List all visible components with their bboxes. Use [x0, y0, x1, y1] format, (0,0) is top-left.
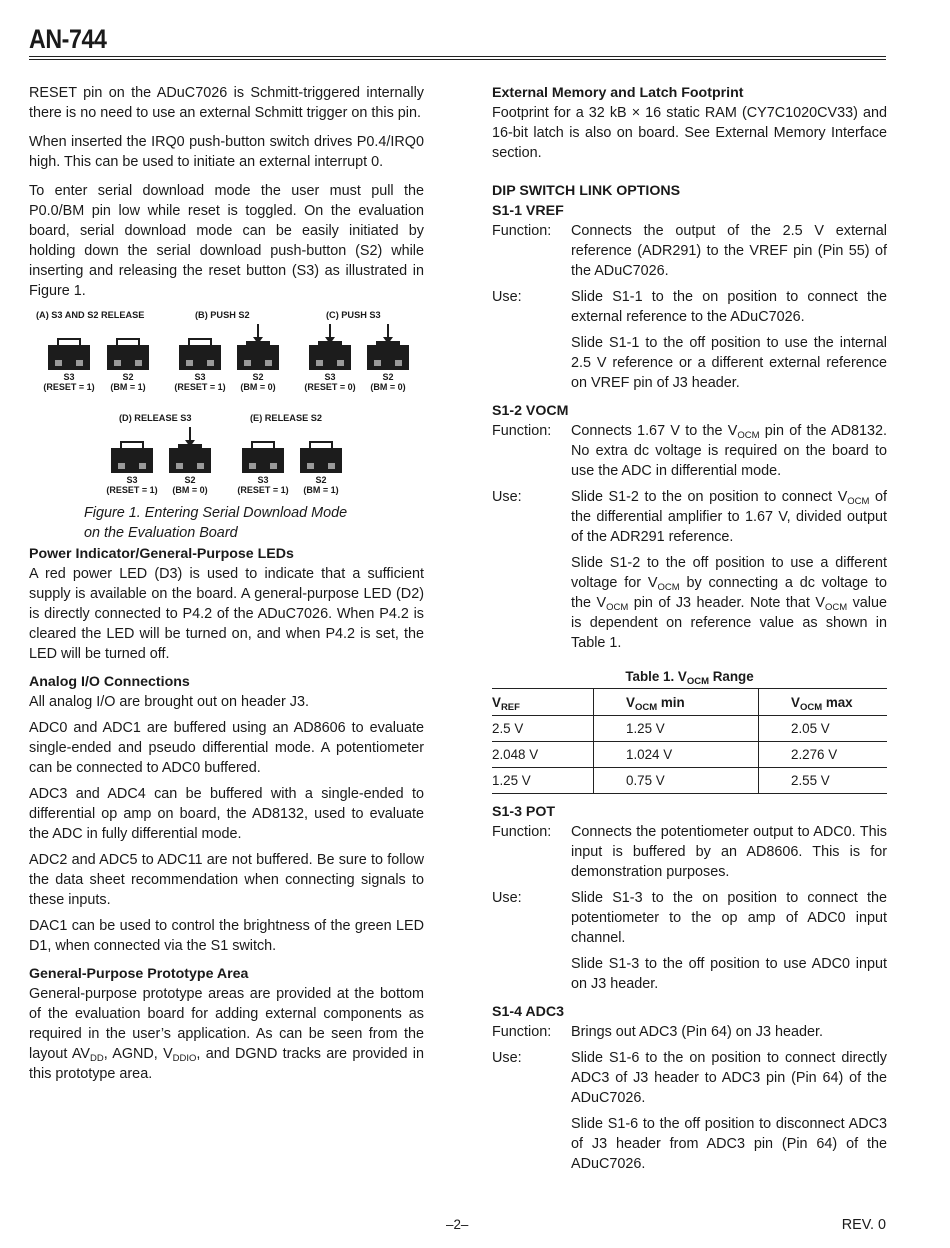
table-cell: 2.55 V [759, 768, 888, 794]
table-row [492, 742, 887, 768]
push-arrow-icon [329, 324, 331, 338]
definition-row: Function: Connects the potentiometer output to ADC0. This input is buffered by an AD8606. This is for demonstration purposes. [492, 824, 887, 880]
switch-s2-pushed [237, 338, 279, 370]
table-cell: 2.048 V [492, 742, 594, 768]
table-cell: 2.5 V [492, 716, 594, 742]
figure-label: (B) PUSH S2 [195, 310, 250, 320]
right-column [492, 83, 887, 1182]
push-arrow-icon [189, 427, 191, 441]
table-row [492, 768, 887, 794]
definition-row: Use: Slide S1-1 to the on position to connect the external reference to the ADuC7026. [492, 289, 887, 325]
push-arrow-icon [387, 324, 389, 338]
external-memory-section [492, 83, 887, 163]
s1-2-section [492, 401, 887, 653]
paragraph: General-purpose prototype areas are provided at the bottom of the evaluation board for adding external components as required in the user’s application. As can be seen from the layout $AV_{DD}$, AGND, $V_{DDIO}$, and DGND tracks are provided in this prototype area. [29, 986, 425, 1082]
definition-row: Slide S1-1 to the off position to use the internal 2.5 V reference or a different external reference on VREF pin of J3 header. [571, 335, 887, 391]
paragraph: A red power LED (D3) is used to indicate that a sufficient supply is available on the board. A general-purpose LED (D2) is directly connected to P4.2 of the ADuC7026. When P4.2 is cleared the LED will be turned on, and when P4.2 is set, the LED will be turned off. [29, 566, 424, 662]
section-title: DIP SWITCH LINK OPTIONS [492, 183, 681, 199]
paragraph: All analog I/O are brought out on header J3. [29, 694, 310, 710]
table-cell: 2.276 V [759, 742, 888, 768]
subsection-heading: S1-3 POT [492, 804, 556, 820]
definition-row: Slide S1-2 to the off position to use a different voltage for $V_{OCM}$ by connecting a dc voltage to the $V_{OCM}$ pin of J3 header. Note that $V_{OCM}$ value is dependent on reference value as shown in Table 1. [571, 555, 887, 651]
switch-s2-released [107, 338, 149, 370]
push-arrow-icon [257, 324, 259, 338]
paragraph: ADC0 and ADC1 are buffered using an AD8606 to evaluate single-ended and pseudo differential mode. A potentiometer can be connected to ADC0 buffered. [29, 720, 424, 776]
paragraph: ADC3 and ADC4 can be buffered with a single-ended to differential op amp on board, the AD8132, used to evaluate the ADC in fully differential mode. [29, 786, 424, 842]
figure-label: (D) RELEASE S3 [119, 413, 192, 423]
switch-s2-pushed [169, 441, 211, 473]
paragraph: DAC1 can be used to control the brightness of the green LED D1, when connected via the S1 switch. [29, 918, 424, 954]
document-number: AN-744 [29, 24, 107, 54]
prototype-area-section [29, 964, 424, 1084]
section-heading: Power Indicator/General-Purpose LEDs [29, 546, 294, 562]
column-header: $V_{REF}$ [492, 689, 594, 716]
switch-s3-pushed [309, 338, 351, 370]
switch-s3-released [179, 338, 221, 370]
table-cell: 0.75 V [594, 768, 759, 794]
switch-caption: S2 (BM = 0) [172, 475, 208, 495]
subsection-heading: S1-2 VOCM [492, 403, 569, 419]
header-rule [29, 59, 886, 60]
paragraph: ADC2 and ADC5 to ADC11 are not buffered. Be sure to follow the data sheet recommendation when connecting signals to these inputs. [29, 852, 424, 908]
switch-s3-released [111, 441, 153, 473]
revision-label: REV. 0 [841, 1217, 886, 1233]
switch-s3-released [48, 338, 90, 370]
switch-s2-pushed [367, 338, 409, 370]
definition-row: Slide S1-6 to the off position to disconnect ADC3 of J3 header from ADC3 pin (Pin 64) of the ADuC7026. [571, 1116, 887, 1172]
left-column [29, 83, 424, 1092]
section-heading: General-Purpose Prototype Area [29, 966, 249, 982]
subsection-heading: S1-4 ADC3 [492, 1004, 565, 1020]
table-title: Table 1. $V_{OCM}$ Range [625, 669, 754, 687]
table-cell: 2.05 V [759, 716, 888, 742]
s1-3-section [492, 802, 887, 994]
table-header-row [492, 689, 887, 716]
subsection-heading: S1-1 VREF [492, 203, 564, 219]
column-header: $V_{OCM}$ min [594, 689, 759, 716]
paragraph: RESET pin on the ADuC7026 is Schmitt-triggered internally there is no need to use an external Schmitt trigger on this pin. [29, 85, 424, 121]
table-cell: 1.25 V [492, 768, 594, 794]
definition-row: Use: Slide S1-6 to the on position to connect directly ADC3 of J3 header to ADC3 pin (Pin 64) of the ADuC7026. [492, 1050, 887, 1106]
figure-label: (C) PUSH S3 [326, 310, 381, 320]
header-rule [29, 56, 886, 57]
s1-4-section [492, 1002, 887, 1174]
definition-row: Function: Connects 1.67 V to the $V_{OCM}$ pin of the AD8132. No extra dc voltage is required on the board to use the ADC in differential mode. [492, 423, 887, 479]
switch-caption: S2 (BM = 0) [370, 372, 406, 392]
switch-caption: S2 (BM = 0) [240, 372, 276, 392]
switch-caption: S3 (RESET = 1) [174, 372, 226, 392]
figure-label: (A) S3 AND S2 RELEASE [36, 310, 145, 320]
definition-row: Function: Connects the output of the 2.5 V external reference (ADR291) to the VREF pin (Pin 55) of the ADuC7026. [492, 223, 887, 279]
section-heading: Analog I/O Connections [29, 674, 190, 690]
switch-caption: S3 (RESET = 1) [43, 372, 95, 392]
page-number: –2– [446, 1217, 469, 1232]
switch-s3-released [242, 441, 284, 473]
s1-1-section [492, 201, 887, 393]
table-cell: 1.25 V [594, 716, 759, 742]
definition-row: Use: Slide S1-3 to the on position to connect the potentiometer to the op amp of ADC0 input channel. [492, 890, 887, 946]
switch-caption: S3 (RESET = 1) [106, 475, 158, 495]
definition-row: Use: Slide S1-2 to the on position to connect $V_{OCM}$ of the differential amplifier to 1.67 V, divided output of the ADR291 reference. [492, 489, 888, 545]
figure-label: (E) RELEASE S2 [250, 413, 322, 423]
switch-caption: S2 (BM = 1) [110, 372, 146, 392]
column-header: $V_{OCM}$ max [759, 689, 888, 716]
switch-s2-released [300, 441, 342, 473]
switch-caption: S2 (BM = 1) [303, 475, 339, 495]
definition-row: Slide S1-3 to the off position to use ADC0 input on J3 header. [571, 956, 887, 992]
figure-1 [29, 310, 424, 540]
paragraph: Footprint for a 32 kB × 16 static RAM (CY7C1020CV33) and 16-bit latch is also on board. See External Memory Interface section. [492, 105, 887, 161]
paragraph: To enter serial download mode the user must pull the P0.0/BM pin low while reset is toggled. On the evaluation board, serial download mode can be easily initiated by holding down the serial download push-button (S2) while inserting and releasing the reset button (S3) as illustrated in Figure 1. [29, 183, 424, 299]
vocm-range-table [492, 688, 887, 794]
paragraph: When inserted the IRQ0 push-button switch drives P0.4/IRQ0 high. This can be used to initiate an external interrupt 0. [29, 134, 424, 170]
section-heading: External Memory and Latch Footprint [492, 85, 744, 101]
switch-caption: S3 (RESET = 0) [304, 372, 356, 392]
power-led-section [29, 544, 424, 664]
analog-io-section [29, 672, 424, 956]
table-cell: 1.024 V [594, 742, 759, 768]
page-header [29, 22, 886, 55]
figure-caption: Figure 1. Entering Serial Download Mode on the Evaluation Board [84, 505, 348, 541]
definition-row: Function: Brings out ADC3 (Pin 64) on J3 header. [492, 1024, 823, 1040]
switch-caption: S3 (RESET = 1) [237, 475, 289, 495]
table-row [492, 716, 887, 742]
